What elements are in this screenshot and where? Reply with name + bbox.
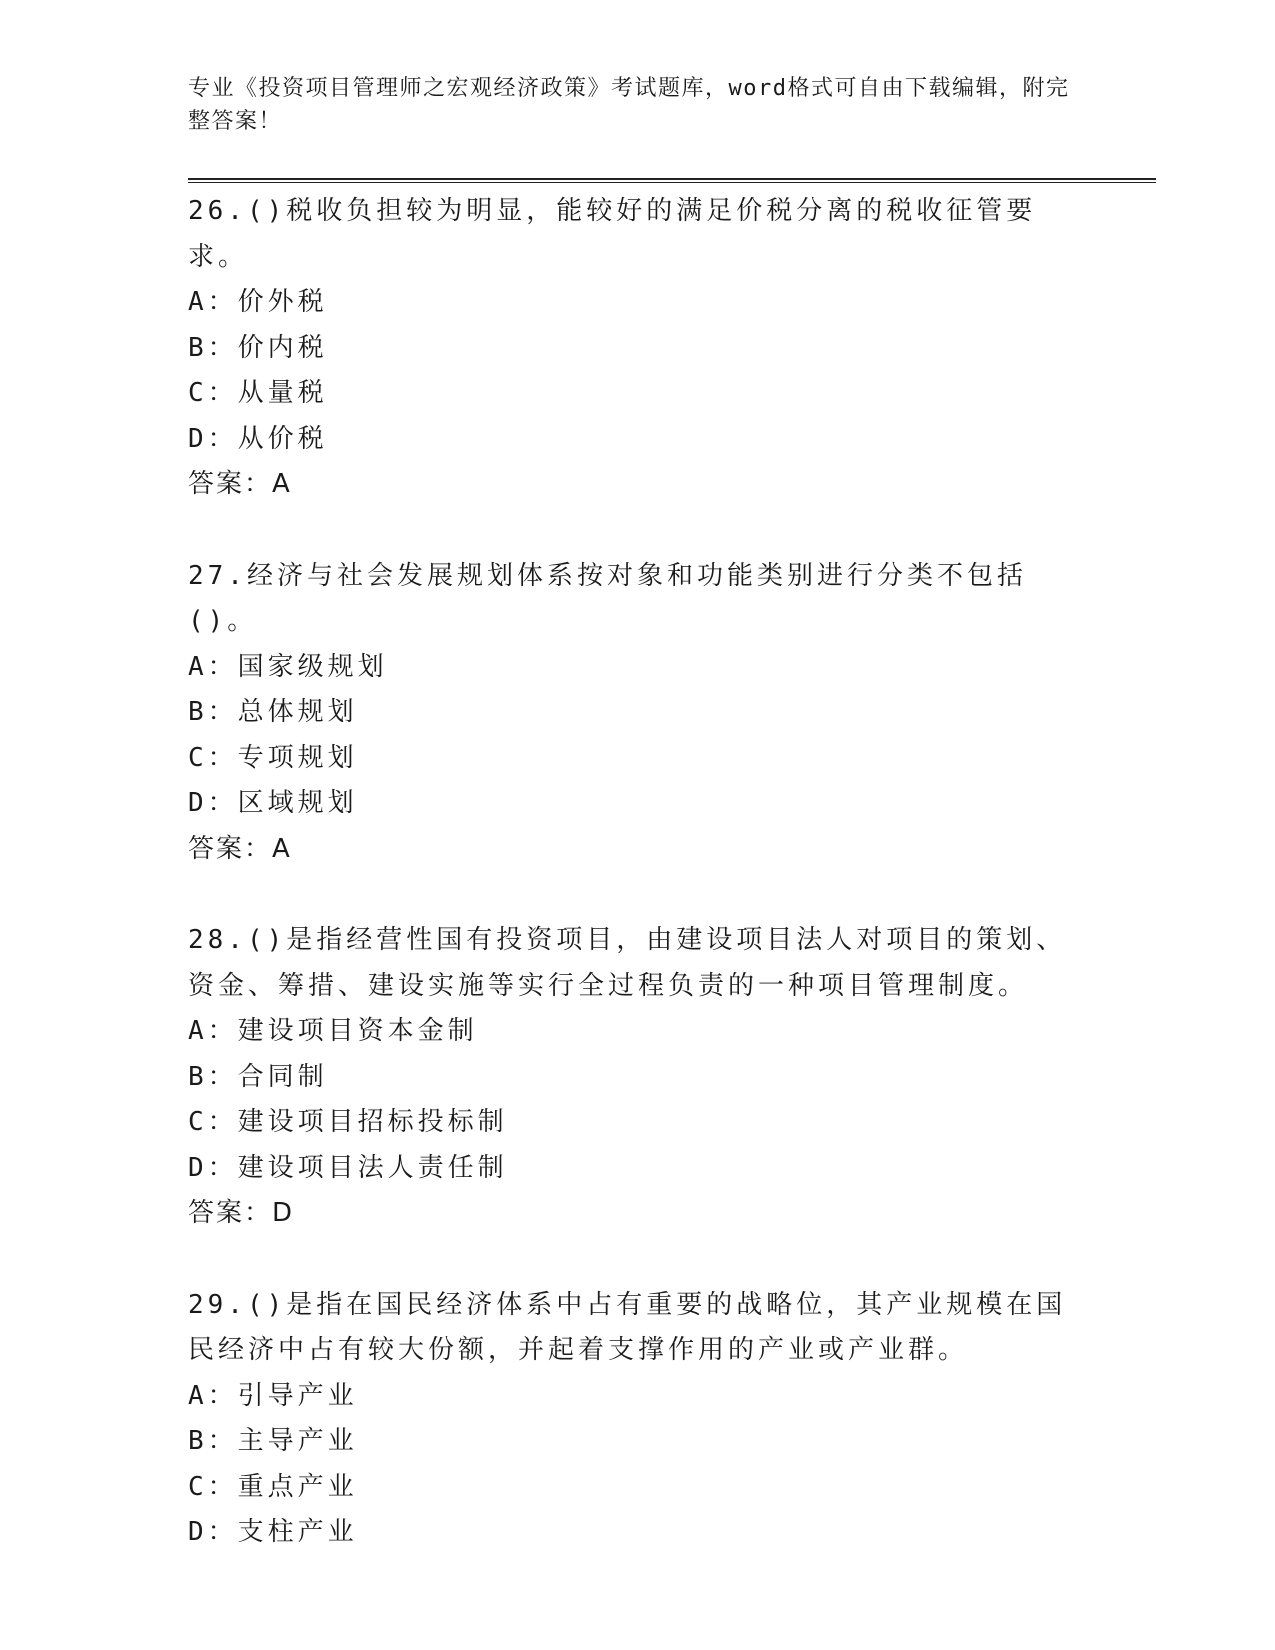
question-stem: 27.经济与社会发展规划体系按对象和功能类别进行分类不包括()。: [188, 560, 1027, 636]
option-d: D：区域规划: [188, 788, 358, 818]
answer-label: 答案：A: [188, 469, 292, 499]
document-header: 专业《投资项目管理师之宏观经济政策》考试题库，word格式可自由下载编辑，附完整答案！: [188, 76, 1070, 134]
option-c: C：专项规划: [188, 742, 358, 773]
option-b: B：主导产业: [188, 1426, 358, 1456]
question-stem: 29.()是指在国民经济体系中占有重要的战略位，其产业规模在国民经济中占有较大份额，并起着支撑作用的产业或产业群。: [188, 1289, 1067, 1365]
option-c: C：建设项目招标投标制: [188, 1107, 508, 1137]
option-b: B：合同制: [188, 1061, 328, 1092]
option-c: C：从量税: [188, 378, 328, 408]
option-c: C：重点产业: [188, 1471, 358, 1502]
question-list: [188, 189, 1088, 1602]
option-d: D：建设项目法人责任制: [188, 1152, 508, 1183]
answer-label: 答案：A: [188, 833, 292, 864]
option-a: A：建设项目资本金制: [188, 1016, 478, 1046]
option-a: A：国家级规划: [188, 651, 388, 682]
question-27: [188, 554, 1088, 873]
option-a: A：价外税: [188, 287, 328, 317]
option-d: D：从价税: [188, 423, 328, 454]
option-a: A：引导产业: [188, 1380, 358, 1411]
question-stem: 26.()税收负担较为明显，能较好的满足价税分离的税收征管要求。: [188, 196, 1037, 272]
question-29: [188, 1283, 1088, 1556]
question-28: [188, 918, 1088, 1237]
answer-label: 答案：D: [188, 1198, 295, 1228]
question-stem: 28.()是指经营性国有投资项目，由建设项目法人对项目的策划、资金、筹措、建设实施等实行全过程负责的一种项目管理制度。: [188, 925, 1067, 1001]
option-b: B：总体规划: [188, 697, 358, 727]
option-b: B：价内税: [188, 332, 328, 363]
option-d: D：支柱产业: [188, 1517, 358, 1547]
question-26: [188, 189, 1088, 508]
header-divider: [188, 178, 1156, 183]
